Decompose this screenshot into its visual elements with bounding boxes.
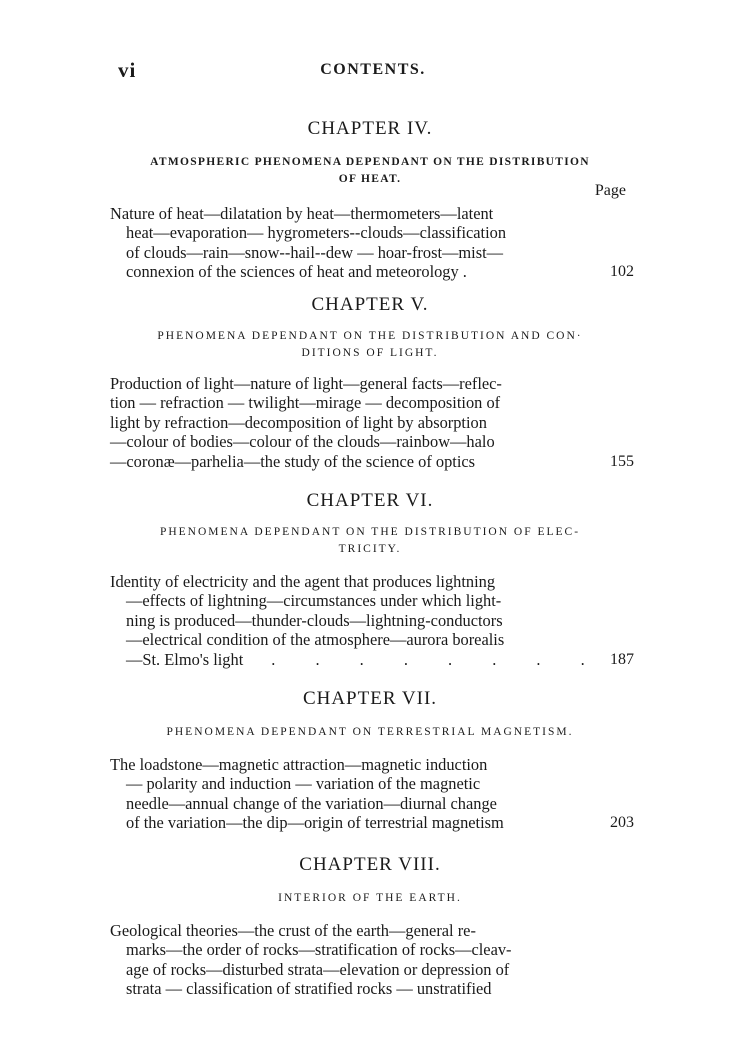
chapter-heading: CHAPTER V.	[311, 294, 429, 315]
chapter-iv	[110, 118, 634, 282]
subject-line: DITIONS OF LIGHT.	[301, 347, 439, 359]
chapter-subject	[110, 328, 630, 362]
summary-line: connexion of the sciences of heat and meteorology .	[126, 262, 467, 282]
summary-line: — polarity and induction — variation of the magnetic	[126, 774, 481, 794]
page-number: vi	[118, 58, 137, 82]
chapter-v	[110, 294, 634, 471]
chapter-summary	[110, 572, 634, 669]
summary-line: age of rocks—disturbed strata—elevation or depression of	[126, 959, 510, 979]
summary-line	[110, 650, 630, 669]
chapter-subject	[110, 724, 630, 741]
summary-line: Identity of electricity and the agent that produces lightning	[110, 572, 496, 591]
summary-line: Geological theories—the crust of the earth—general re-	[110, 921, 476, 940]
running-head	[118, 58, 638, 82]
chapter-page-number: 155	[610, 452, 634, 470]
summary-line: ning is produced—thunder-clouds—lightning-conductors	[126, 610, 503, 630]
summary-line: strata — classification of stratified rocks — unstratified	[126, 979, 492, 999]
subject-line: PHENOMENA DEPENDANT ON THE DISTRIBUTION AND CON·	[157, 330, 583, 342]
summary-line: Nature of heat—dilatation by heat—thermometers—latent	[110, 204, 494, 223]
chapter-summary	[110, 921, 630, 999]
chapter-vii	[110, 688, 634, 833]
subject-line: OF HEAT.	[338, 173, 402, 185]
chapter-page-number: 102	[610, 263, 634, 281]
subject-line: TRICITY.	[338, 543, 402, 555]
summary-line: —electrical condition of the atmosphere—aurora borealis	[126, 630, 505, 650]
summary-line: marks—the order of rocks—stratification of rocks—cleav-	[126, 940, 512, 960]
summary-line: —colour of bodies—colour of the clouds—rainbow—halo	[110, 432, 495, 452]
summary-line: —coronæ—parhelia—the study of the science of optics	[110, 451, 476, 471]
chapter-page-number: 187	[610, 650, 634, 668]
summary-line: Production of light—nature of light—general facts—reflec-	[110, 374, 502, 393]
summary-line: of the variation—the dip—origin of terrestrial magnetism	[126, 813, 504, 833]
chapter-page-number: 203	[610, 814, 634, 832]
chapter-subject	[110, 524, 630, 558]
chapter-heading: CHAPTER VII.	[302, 688, 438, 709]
summary-line: needle—annual change of the variation—diurnal change	[126, 793, 497, 813]
chapter-heading: CHAPTER VI.	[306, 490, 434, 511]
subject-line: ATMOSPHERIC PHENOMENA DEPENDANT ON THE DISTRIBUTION	[150, 156, 590, 168]
summary-line: of clouds—rain—snow--hail--dew — hoar-frost—mist—	[126, 242, 504, 262]
subject-line: PHENOMENA DEPENDANT ON TERRESTRIAL MAGNETISM.	[166, 726, 574, 738]
running-title: CONTENTS.	[320, 61, 426, 78]
summary-line: light by refraction—decomposition of light by absorption	[110, 412, 487, 432]
chapter-summary	[110, 374, 634, 471]
page-column-label: Page	[594, 182, 626, 199]
summary-line-text: —St. Elmo's light	[126, 649, 244, 669]
chapter-summary	[110, 755, 634, 833]
chapter-vi	[110, 490, 634, 669]
summary-line: heat—evaporation— hygrometers--clouds—classification	[126, 223, 507, 243]
chapter-heading: CHAPTER VIII.	[299, 854, 441, 875]
subject-line: PHENOMENA DEPENDANT ON THE DISTRIBUTION OF ELEC-	[159, 526, 581, 538]
subject-line: INTERIOR OF THE EARTH.	[278, 892, 462, 904]
chapter-subject	[110, 890, 630, 907]
summary-line: —effects of lightning—circumstances under which light-	[126, 591, 502, 611]
summary-line: tion — refraction — twilight—mirage — decomposition of	[110, 393, 501, 413]
summary-line: The loadstone—magnetic attraction—magnetic induction	[110, 755, 488, 774]
chapter-heading: CHAPTER IV.	[307, 118, 433, 139]
chapter-viii	[110, 854, 630, 999]
leader-dots: . . . . . . . .	[271, 649, 603, 669]
chapter-summary	[110, 204, 634, 282]
